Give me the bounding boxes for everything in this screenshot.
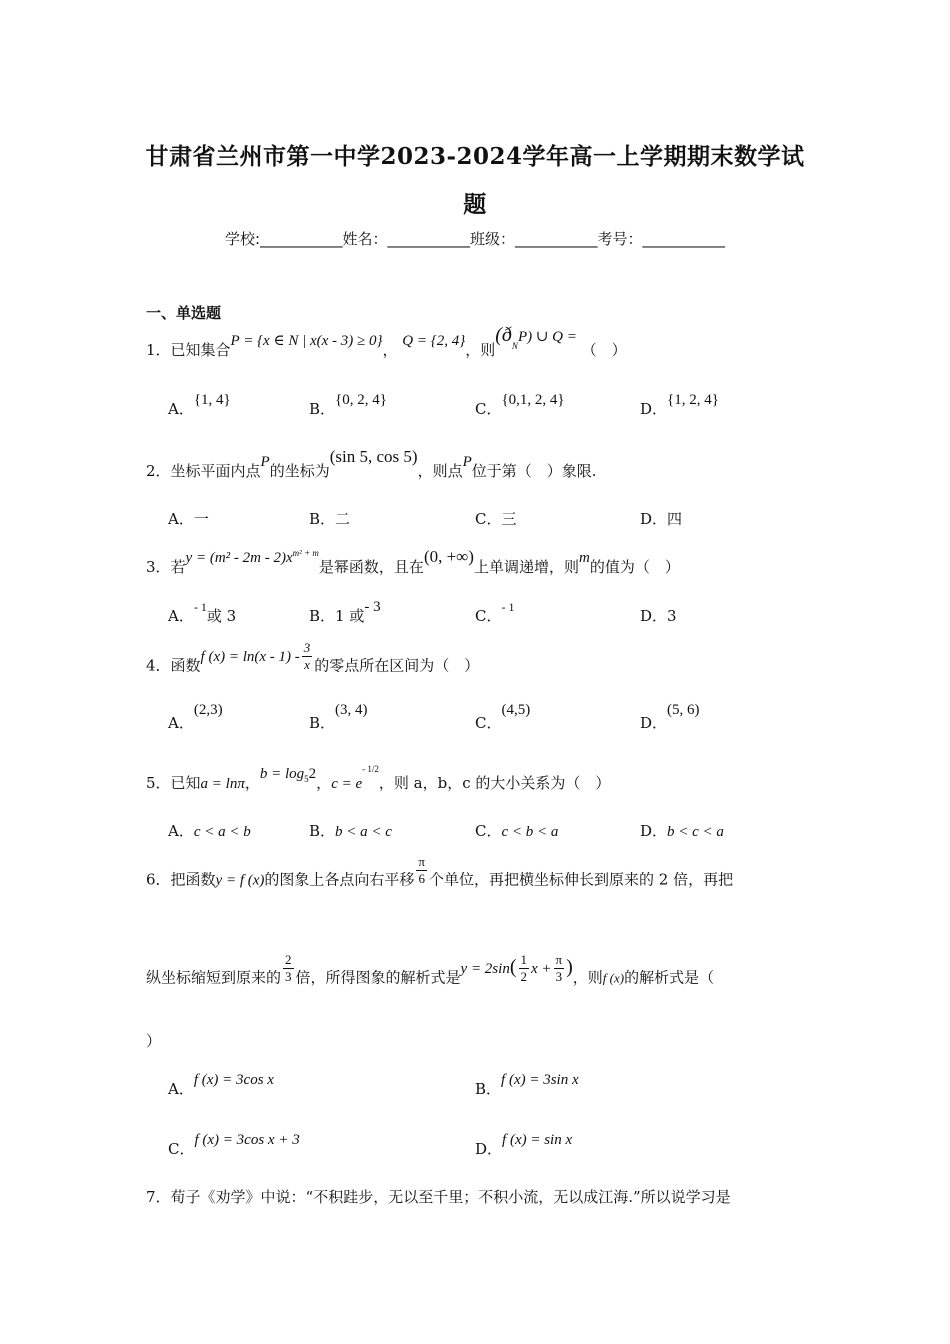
q1-option-b: B．{0, 2, 4} bbox=[309, 392, 387, 418]
q5-option-c: C．c < b < a bbox=[475, 822, 559, 840]
q1-set-q: Q = {2, 4} bbox=[402, 333, 466, 349]
q2-option-b: B．二 bbox=[309, 510, 351, 528]
q4-option-a: A．(2,3) bbox=[168, 702, 223, 732]
q2-option-c: C．三 bbox=[475, 510, 517, 528]
q1-option-c: C．{0,1, 2, 4} bbox=[475, 392, 565, 418]
question-3: 3．若$y = (m^2 - 2m - 2)x^{m^2 + m}$是幂函数，且在(0, +∞)上单调递增，则m的值为（ ） bbox=[146, 547, 680, 576]
q4-option-c: C．(4,5) bbox=[475, 702, 531, 732]
q6-option-c: C．f (x) = 3cos x + 3 bbox=[168, 1132, 300, 1158]
q4-option-d: D．(5, 6) bbox=[640, 702, 700, 732]
q3-option-c: C．$^{- 1}$ bbox=[475, 600, 515, 625]
student-info-line: 学校:___________姓名：___________班级：___________考号：___________ bbox=[224, 230, 726, 248]
section-heading: 一、单选题 bbox=[146, 304, 222, 322]
q1-option-d: D．{1, 2, 4} bbox=[640, 392, 719, 418]
question-7: 7．荀子《劝学》中说：“不积跬步，无以至千里；不积小流，无以成江海.”所以说学习是 bbox=[146, 1188, 731, 1206]
q5-option-d: D．b < c < a bbox=[640, 822, 724, 840]
q5-option-a: A．c < a < b bbox=[168, 822, 251, 840]
question-6-line2: 纵坐标缩短到原来的 $\frac{2}{3}$ 倍，所得图象的解析式是y = 2sin( $\frac{1}{2}$ x + $\frac{\pi}{3}$ )，则f (x)的解析式是（ bbox=[146, 952, 715, 987]
question-5: 5．已知a = lnπ，$b = \log_52$，$c = e^{- 1/2}$，则 a，b，c 的大小关系为（ ） bbox=[146, 764, 611, 792]
question-6-line3: ） bbox=[146, 1032, 162, 1050]
page-title-line1: 甘肃省兰州市第一中学2023-2024学年高一上学期期末数学试 bbox=[145, 143, 805, 170]
q4-option-b: B．(3, 4) bbox=[309, 702, 368, 732]
question-1: 1．已知集合P = {x ∈ N | x(x - 3) ≥ 0}， Q = {2, 4}，则$(ð_NP)$ ∪ Q = （ ） bbox=[146, 324, 627, 359]
q1-set-p: P = {x ∈ N | x(x - 3) ≥ 0} bbox=[230, 333, 383, 349]
q6-option-d: D．f (x) = sin x bbox=[475, 1132, 573, 1158]
q6-option-a: A．f (x) = 3cos x bbox=[168, 1072, 274, 1098]
q3-option-b: B．1 或- 3 bbox=[309, 599, 381, 625]
question-2: 2．坐标平面内点P的坐标为(sin 5, cos 5)，则点P位于第（ ）象限. bbox=[146, 447, 597, 480]
q3-option-a: A．$^{- 1}$或 3 bbox=[168, 600, 237, 625]
q2-option-a: A．一 bbox=[168, 510, 209, 528]
q5-option-b: B．b < a < c bbox=[309, 822, 392, 840]
page-title-line2: 题 bbox=[463, 191, 487, 218]
q6-option-b: B．f (x) = 3sin x bbox=[475, 1072, 579, 1098]
q2-option-d: D．四 bbox=[640, 510, 683, 528]
question-6-line1: 6．把函数y = f (x)的图象上各点向右平移 $\frac{\pi}{6}$ 个单位，再把横坐标伸长到原来的 2 倍，再把 bbox=[146, 854, 734, 889]
q1-option-a: A．{1, 4} bbox=[168, 392, 231, 418]
q3-option-d: D．3 bbox=[640, 607, 677, 625]
question-4: 4．函数f (x) = ln(x - 1) - $\frac{3}{x}$ 的零点所在区间为（ ） bbox=[146, 640, 480, 675]
